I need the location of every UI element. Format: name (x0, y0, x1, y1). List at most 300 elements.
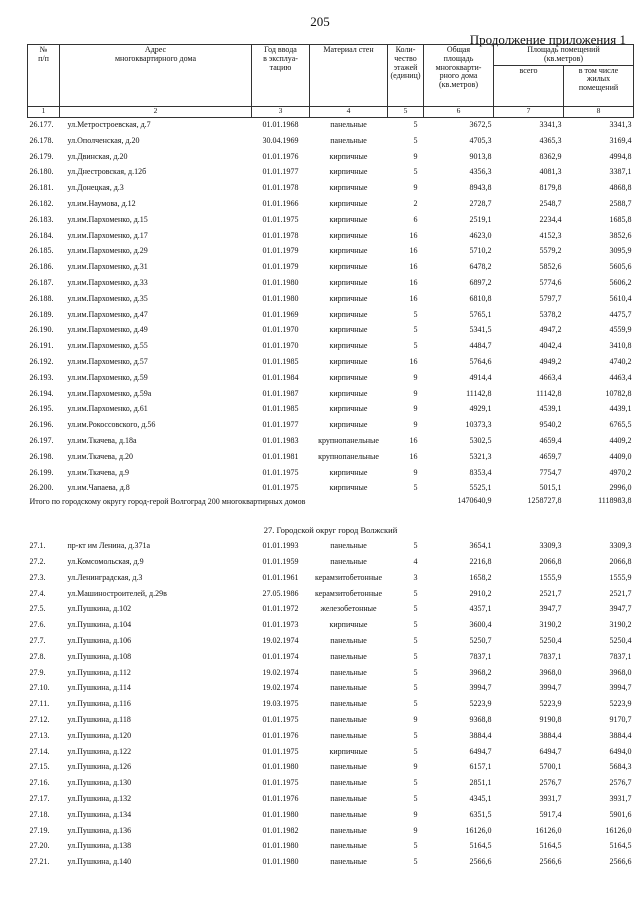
row-address: ул.им.Пархоменко, д.33 (67, 278, 148, 288)
row-year: 01.01.1975 (262, 714, 299, 724)
table-row (28, 244, 634, 260)
row-floors: 5 (413, 341, 418, 351)
row-year: 19.02.1974 (262, 667, 299, 677)
row-year: 01.01.1975 (262, 746, 299, 756)
row-material: кирпичные (329, 341, 368, 351)
column-number: 7 (494, 106, 564, 117)
row-total-area: 5764,6 (469, 357, 492, 367)
column-number: 2 (60, 106, 252, 117)
header-premises-area: Площадь помещений (кв.метров) (494, 45, 634, 66)
row-number: 26.183. (29, 214, 54, 224)
row-total-area: 2728,7 (469, 199, 492, 209)
row-residential-area: 6494,0 (609, 746, 632, 756)
table-row (28, 260, 634, 276)
table-row (28, 481, 634, 497)
row-year: 01.01.1975 (262, 483, 299, 493)
total-residential-sum: 1118983,8 (598, 496, 632, 505)
row-total-area: 16126,0 (465, 825, 492, 835)
row-address: ул.им.Ткачева, д.20 (67, 451, 134, 461)
table-row (28, 791, 634, 807)
row-premises-area: 9190,8 (539, 714, 562, 724)
row-address: ул.Пушкина, д.126 (67, 762, 132, 772)
table-row (28, 807, 634, 823)
row-floors: 5 (413, 793, 418, 803)
row-material: керамзитобетонные (314, 588, 383, 598)
header-address: Адрес многоквартирного дома (60, 45, 252, 107)
row-floors: 9 (413, 388, 418, 398)
row-material: кирпичные (329, 357, 368, 367)
row-floors: 9 (413, 762, 418, 772)
row-total-area: 6157,1 (469, 762, 492, 772)
total-row (28, 497, 634, 523)
row-year: 01.01.1969 (262, 309, 299, 319)
row-floors: 5 (413, 841, 418, 851)
row-material: кирпичные (329, 246, 368, 256)
row-residential-area: 10782,8 (605, 388, 632, 398)
row-premises-area: 3968,0 (539, 667, 562, 677)
row-premises-area: 4949,2 (539, 357, 562, 367)
row-total-area: 4705,3 (469, 135, 492, 145)
row-floors: 16 (409, 357, 418, 367)
table-row (28, 649, 634, 665)
row-year: 01.01.1959 (262, 557, 299, 567)
row-premises-area: 3884,4 (539, 730, 562, 740)
row-premises-area: 4539,1 (539, 404, 562, 414)
row-residential-area: 3341,3 (609, 120, 632, 130)
row-number: 26.187. (29, 278, 54, 288)
row-address: ул.им.Пархоменко, д.59а (67, 388, 152, 398)
row-address: ул.Пушкина, д.138 (67, 841, 132, 851)
row-material: панельные (330, 825, 367, 835)
row-premises-area: 2066,8 (539, 557, 562, 567)
row-number: 27.19. (29, 825, 50, 835)
row-premises-area: 8179,8 (539, 183, 562, 193)
row-year: 01.01.1982 (262, 825, 299, 835)
row-number: 27.7. (29, 636, 46, 645)
row-floors: 5 (413, 135, 418, 145)
row-total-area: 3968,2 (469, 667, 492, 677)
row-floors: 9 (413, 404, 418, 414)
row-year: 01.01.1961 (262, 572, 299, 582)
row-total-area: 8943,8 (469, 183, 492, 193)
row-premises-area: 3931,7 (539, 793, 562, 803)
row-total-area: 4914,4 (469, 372, 492, 382)
row-material: кирпичные (329, 183, 368, 193)
row-floors: 5 (413, 683, 418, 693)
row-total-area: 5321,3 (469, 451, 492, 461)
row-residential-area: 3947,7 (609, 604, 632, 614)
row-year: 01.01.1976 (262, 793, 299, 803)
row-premises-area: 8362,9 (539, 151, 562, 161)
row-year: 01.01.1979 (262, 262, 299, 272)
row-floors: 5 (413, 857, 418, 867)
row-address: ул.Пушкина, д.102 (67, 604, 132, 614)
table-row (28, 570, 634, 586)
row-premises-area: 3190,2 (539, 620, 562, 630)
table-row (28, 149, 634, 165)
row-year: 01.01.1980 (262, 841, 299, 851)
row-number: 26.188. (29, 293, 54, 303)
section-title: 27. Городской округ город Волжский (263, 525, 398, 536)
table-row (28, 823, 634, 839)
row-residential-area: 5223,9 (609, 699, 632, 709)
header-area-residential: в том числе жилых помещений (564, 65, 634, 106)
row-address: ул.Пушкина, д.122 (67, 746, 132, 756)
row-total-area: 6897,2 (469, 278, 492, 288)
row-premises-area: 5223,9 (539, 699, 562, 709)
row-material: панельные (330, 636, 367, 645)
row-address: ул.Пушкина, д.132 (67, 793, 132, 803)
row-floors: 9 (413, 151, 418, 161)
row-total-area: 4356,3 (469, 167, 492, 177)
table-row (28, 133, 634, 149)
row-residential-area: 4740,2 (609, 357, 632, 367)
row-address: ул.им.Чапаева, д.8 (67, 483, 130, 493)
row-floors: 9 (413, 467, 418, 477)
row-number: 27.21. (29, 857, 50, 867)
column-number: 5 (388, 106, 424, 117)
table-row (28, 165, 634, 181)
row-total-area: 1658,2 (469, 572, 492, 582)
row-year: 01.01.1975 (262, 467, 299, 477)
row-premises-area: 9540,2 (539, 420, 562, 430)
row-premises-area: 1555,9 (539, 572, 562, 582)
row-number: 27.17. (29, 793, 50, 803)
column-number: 1 (28, 106, 60, 117)
header-year: Год ввода в эксплуа- тацию (252, 45, 310, 107)
row-number: 26.195. (29, 404, 54, 414)
row-number: 27.8. (29, 651, 46, 661)
row-number: 26.199. (29, 467, 54, 477)
row-address: ул.Пушкина, д.134 (67, 809, 132, 819)
row-year: 01.01.1979 (262, 246, 299, 256)
row-year: 01.01.1972 (262, 604, 299, 614)
row-residential-area: 5684,3 (609, 762, 632, 772)
row-floors: 5 (413, 588, 418, 598)
table-row (28, 681, 634, 697)
row-floors: 9 (413, 183, 418, 193)
row-year: 01.01.1980 (262, 762, 299, 772)
row-residential-area: 1685,8 (609, 214, 632, 224)
row-address: ул.им.Пархоменко, д.31 (67, 262, 148, 272)
row-premises-area: 4659,4 (539, 436, 562, 446)
row-year: 19.02.1974 (262, 683, 299, 693)
row-material: кирпичные (329, 388, 368, 398)
row-residential-area: 2588,7 (609, 199, 632, 209)
row-address: ул.Пушкина, д.114 (67, 683, 131, 693)
row-floors: 2 (413, 199, 418, 209)
row-number: 26.177. (29, 120, 54, 130)
total-premises-sum: 1258727,8 (527, 496, 562, 505)
row-material: панельные (330, 557, 367, 567)
row-total-area: 5302,5 (469, 436, 492, 446)
row-address: ул.Донецкая, д.3 (67, 183, 124, 193)
row-number: 27.11. (29, 699, 50, 709)
row-material: кирпичные (329, 214, 368, 224)
row-floors: 5 (413, 778, 418, 788)
table-row (28, 117, 634, 133)
row-year: 01.01.1978 (262, 183, 299, 193)
row-floors: 5 (413, 636, 418, 645)
row-number: 27.18. (29, 809, 50, 819)
row-residential-area: 2066,8 (609, 557, 632, 567)
row-total-area: 6494,7 (469, 746, 492, 756)
header-floors: Коли- чество этажей (единиц) (388, 45, 424, 107)
row-residential-area: 4868,8 (609, 183, 632, 193)
table-row (28, 434, 634, 450)
row-year: 01.01.1993 (262, 541, 299, 551)
row-year: 01.01.1976 (262, 151, 299, 161)
row-residential-area: 6765,5 (609, 420, 632, 430)
row-premises-area: 4042,4 (539, 341, 562, 351)
row-premises-area: 3994,7 (539, 683, 562, 693)
row-address: ул.Ленинградская, д.3 (67, 572, 143, 582)
row-premises-area: 5164,5 (539, 841, 562, 851)
table-row (28, 665, 634, 681)
row-year: 19.03.1975 (262, 699, 299, 709)
row-number: 27.10. (29, 683, 50, 693)
row-total-area: 3884,4 (469, 730, 492, 740)
row-address: ул.им.Наумова, д.12 (67, 199, 136, 209)
table-row (28, 339, 634, 355)
row-number: 26.182. (29, 199, 54, 209)
row-address: ул.Днестровская, д.12б (67, 167, 147, 177)
row-address: ул.им.Ткачева, д.9 (67, 467, 130, 477)
row-number: 27.13. (29, 730, 50, 740)
row-floors: 5 (413, 604, 418, 614)
table-row (28, 839, 634, 855)
row-residential-area: 3931,7 (609, 793, 632, 803)
row-number: 27.15. (29, 762, 50, 772)
row-floors: 9 (413, 809, 418, 819)
row-material: панельные (330, 714, 367, 724)
row-number: 27.14. (29, 746, 50, 756)
table-row (28, 539, 634, 555)
row-residential-area: 16126,0 (605, 825, 632, 835)
table-row (28, 602, 634, 618)
row-address: ул.Двинская, д.20 (67, 151, 128, 161)
row-address: пр-кт им Ленина, д.371а (67, 541, 151, 551)
row-number: 26.189. (29, 309, 54, 319)
table-row (28, 855, 634, 871)
row-residential-area: 3387,1 (609, 167, 632, 177)
row-floors: 16 (409, 262, 418, 272)
header-area-all: всего (494, 65, 564, 106)
row-material: панельные (330, 541, 367, 551)
row-material: кирпичные (329, 372, 368, 382)
row-residential-area: 2996,0 (609, 483, 632, 493)
row-address: ул.Пушкина, д.116 (67, 699, 131, 709)
row-floors: 9 (413, 420, 418, 430)
column-number: 8 (564, 106, 634, 117)
row-total-area: 6810,8 (469, 293, 492, 303)
row-residential-area: 5610,4 (609, 293, 632, 303)
row-premises-area: 16126,0 (535, 825, 562, 835)
row-residential-area: 1555,9 (609, 572, 632, 582)
row-address: ул.Ополченская, д.20 (67, 135, 140, 145)
table-row (28, 197, 634, 213)
row-premises-area: 7837,1 (539, 651, 562, 661)
row-number: 27.4. (29, 588, 46, 598)
row-premises-area: 5917,4 (539, 809, 562, 819)
row-address: ул.Пушкина, д.108 (67, 651, 132, 661)
row-material: панельные (330, 667, 367, 677)
row-premises-area: 3309,3 (539, 541, 562, 551)
row-premises-area: 5579,2 (539, 246, 562, 256)
table-row (28, 307, 634, 323)
row-number: 26.180. (29, 167, 54, 177)
row-address: ул.Пушкина, д.140 (67, 857, 132, 867)
row-premises-area: 2234,4 (539, 214, 562, 224)
row-address: ул.Пушкина, д.130 (67, 778, 132, 788)
row-premises-area: 2548,7 (539, 199, 562, 209)
table-row (28, 370, 634, 386)
row-material: кирпичные (329, 230, 368, 240)
row-floors: 5 (413, 325, 418, 335)
row-total-area: 5341,5 (469, 325, 492, 335)
row-total-area: 10373,3 (465, 420, 492, 430)
column-number: 4 (310, 106, 388, 117)
row-premises-area: 5700,1 (539, 762, 562, 772)
row-total-area: 2216,8 (469, 557, 492, 567)
row-number: 27.1. (29, 541, 46, 551)
row-number: 27.12. (29, 714, 50, 724)
row-residential-area: 2566,6 (609, 857, 632, 867)
row-residential-area: 7837,1 (609, 651, 632, 661)
row-year: 01.01.1980 (262, 809, 299, 819)
row-floors: 3 (413, 572, 418, 582)
row-number: 27.3. (29, 572, 46, 582)
row-year: 19.02.1974 (262, 636, 299, 645)
table-row (28, 386, 634, 402)
row-address: ул.им.Пархоменко, д.35 (67, 293, 148, 303)
section-row (28, 523, 634, 539)
row-residential-area: 5164,5 (609, 841, 632, 851)
row-floors: 5 (413, 620, 418, 630)
row-material: кирпичные (329, 467, 368, 477)
row-total-area: 2566,6 (469, 857, 492, 867)
row-material: крупнопанельные (318, 436, 379, 446)
row-floors: 5 (413, 651, 418, 661)
row-number: 26.185. (29, 246, 54, 256)
row-residential-area: 5606,2 (609, 278, 632, 288)
row-address: ул.Пушкина, д.120 (67, 730, 132, 740)
table-row (28, 276, 634, 292)
row-total-area: 6478,2 (469, 262, 492, 272)
row-number: 27.2. (29, 557, 46, 567)
row-premises-area: 4659,7 (539, 451, 562, 461)
row-year: 01.01.1975 (262, 214, 299, 224)
row-number: 26.194. (29, 388, 54, 398)
table-row (28, 181, 634, 197)
row-premises-area: 5774,6 (539, 278, 562, 288)
row-floors: 16 (409, 293, 418, 303)
row-number: 26.181. (29, 183, 54, 193)
row-year: 01.01.1974 (262, 651, 299, 661)
row-number: 26.191. (29, 341, 54, 351)
row-floors: 5 (413, 541, 418, 551)
row-floors: 5 (413, 699, 418, 709)
row-number: 26.200. (29, 483, 54, 493)
row-floors: 5 (413, 120, 418, 130)
row-premises-area: 2521,7 (539, 588, 562, 598)
row-residential-area: 3994,7 (609, 683, 632, 693)
table-row (28, 465, 634, 481)
row-year: 01.01.1981 (262, 451, 299, 461)
row-address: ул.им.Рокоссовского, д.56 (67, 420, 156, 430)
row-material: панельные (330, 809, 367, 819)
row-material: кирпичные (329, 620, 368, 630)
table-row (28, 618, 634, 634)
table-row (28, 776, 634, 792)
housing-table (27, 44, 634, 870)
row-total-area: 3994,7 (469, 683, 492, 693)
row-year: 01.01.1984 (262, 372, 299, 382)
row-total-area: 3654,1 (469, 541, 492, 551)
row-floors: 5 (413, 667, 418, 677)
row-premises-area: 2566,6 (539, 857, 562, 867)
row-premises-area: 4947,2 (539, 325, 562, 335)
table-row (28, 744, 634, 760)
row-residential-area: 3410,8 (609, 341, 632, 351)
row-total-area: 2910,2 (469, 588, 492, 598)
column-number: 6 (424, 106, 494, 117)
row-address: ул.Пушкина, д.118 (67, 714, 131, 724)
row-material: кирпичные (329, 325, 368, 335)
row-premises-area: 3947,7 (539, 604, 562, 614)
row-premises-area: 5378,2 (539, 309, 562, 319)
row-address: ул.Пушкина, д.104 (67, 620, 132, 630)
row-number: 26.179. (29, 151, 54, 161)
row-total-area: 4357,1 (469, 604, 492, 614)
row-premises-area: 5250,4 (539, 636, 562, 645)
row-total-area: 2519,1 (469, 214, 492, 224)
row-address: ул.им.Пархоменко, д.55 (67, 341, 148, 351)
row-residential-area: 3095,9 (609, 246, 632, 256)
row-address: ул.Машиностроителей, д.29в (67, 588, 167, 598)
row-material: кирпичные (329, 404, 368, 414)
table-row (28, 728, 634, 744)
row-floors: 5 (413, 730, 418, 740)
row-premises-area: 4081,3 (539, 167, 562, 177)
table-row (28, 697, 634, 713)
row-material: кирпичные (329, 199, 368, 209)
row-residential-area: 2521,7 (609, 588, 632, 598)
row-premises-area: 4152,3 (539, 230, 562, 240)
row-material: панельные (330, 683, 367, 693)
row-premises-area: 5797,7 (539, 293, 562, 303)
row-total-area: 7837,1 (469, 651, 492, 661)
row-residential-area: 5901,6 (609, 809, 632, 819)
row-floors: 16 (409, 451, 418, 461)
row-material: кирпичные (329, 483, 368, 493)
row-year: 01.01.1977 (262, 167, 299, 177)
table-row (28, 634, 634, 650)
row-year: 01.01.1975 (262, 778, 299, 788)
row-floors: 4 (413, 557, 418, 567)
row-number: 27.9. (29, 667, 46, 677)
row-premises-area: 2576,7 (539, 778, 562, 788)
row-number: 26.196. (29, 420, 54, 430)
row-total-area: 3600,4 (469, 620, 492, 630)
row-material: кирпичные (329, 262, 368, 272)
row-year: 01.01.1980 (262, 278, 299, 288)
row-material: панельные (330, 699, 367, 709)
row-material: панельные (330, 120, 367, 130)
row-residential-area: 3309,3 (609, 541, 632, 551)
row-number: 27.16. (29, 778, 50, 788)
row-year: 01.01.1970 (262, 341, 299, 351)
